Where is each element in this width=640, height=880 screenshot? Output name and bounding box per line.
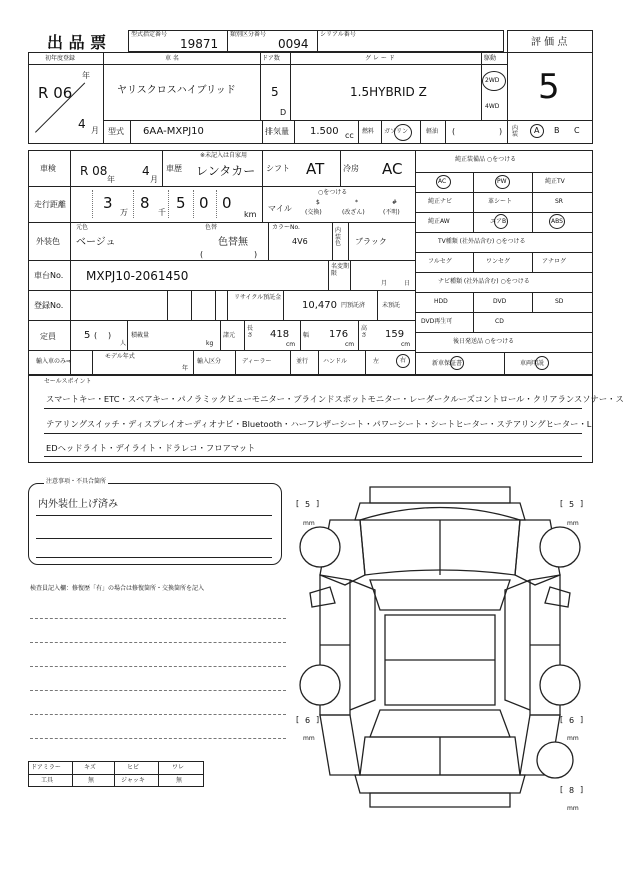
length-value: 418 [270, 329, 290, 340]
tv-oneseg: ワンセグ [486, 258, 511, 265]
width-value: 176 [329, 329, 349, 340]
history-note: ※未記入は自家用 [200, 152, 248, 159]
shift-value: AT [306, 160, 325, 178]
name-change-label: 名変期限 [331, 263, 350, 277]
first-reg-month-unit: 月 [91, 126, 99, 135]
model-year-unit: 年 [182, 365, 189, 372]
fuel-light: 軽油 [426, 128, 439, 135]
legend-crack: ヒビ [127, 764, 140, 771]
tire-fl-unit: mm [303, 520, 315, 527]
ac-value: AC [382, 160, 403, 178]
fuel-label: 燃料 [362, 128, 375, 135]
capacity-value: 5 [84, 330, 91, 341]
equip-navi: 純正ナビ [428, 198, 453, 205]
mileage-man: 万 [120, 208, 128, 217]
nav-title: ナビ種類 (社外品含む) ○をつける [438, 278, 530, 285]
cc-unit: cc [345, 131, 354, 140]
post-manual: 車両明説 [520, 360, 545, 367]
legend-door-mirror: ドアミラー [31, 764, 61, 771]
capacity-unit: 人 [120, 340, 127, 347]
ac-label: 冷房 [343, 164, 359, 173]
tire-rr-unit: mm [567, 735, 579, 742]
fuel-paren-left: ( [452, 127, 456, 136]
mileage-swap-mark: $ [316, 199, 320, 206]
tire-fl-depth: 5 [305, 500, 311, 509]
mileage-tsukeru: ○をつける [318, 189, 348, 196]
chassis-label: 車台No. [34, 271, 64, 280]
shift-label: シフト [266, 164, 290, 173]
sales-line-1: スマートキー・ETC・スペアキー・パノラミックビューモニター・ブラインドスポットモニター・レーダークルーズコントロール・クリアランスソナー・ス [46, 394, 624, 404]
legend-scratch: キズ [84, 764, 96, 771]
equip-abs: ABS [551, 218, 563, 225]
post-warranty: 新車保証書 [432, 360, 463, 367]
length-cm: cm [286, 341, 296, 348]
drive-4wd: 4WD [485, 103, 500, 110]
category-label: 類別区分番号 [230, 31, 267, 38]
recycle-unit: 円預託済 [341, 302, 366, 309]
cd-label: CD [495, 318, 504, 325]
first-reg-year: R 06 [38, 84, 73, 102]
ext-color-label: 外装色 [36, 237, 60, 246]
model-label: 型式 [108, 127, 124, 136]
nav-sd: SD [555, 298, 564, 305]
equip-ac: AC [438, 178, 447, 185]
mileage-label: 走行距離 [34, 200, 66, 209]
displacement-value: 1.500 [310, 126, 339, 137]
interior-c: C [574, 126, 580, 135]
color-change-label: 色替 [205, 224, 218, 231]
nav-dvd: DVD [493, 298, 507, 305]
drive-2wd: 2WD [485, 77, 500, 84]
car-name-value: ヤリスクロスハイブリッド [117, 85, 236, 96]
serial-label: シリアル番号 [320, 31, 356, 38]
shaken-year-unit: 年 [107, 175, 115, 184]
dvd-label: DVD再生可 [421, 318, 453, 325]
grade-value: 1.5HYBRID Z [350, 85, 427, 99]
tire-spare-depth: 8 [569, 786, 575, 795]
nav-hdd: HDD [434, 298, 448, 305]
fuel-gas: ガソリン [384, 128, 409, 135]
color-paren-left: ( [200, 250, 204, 259]
model-designation-value: 19871 [180, 37, 219, 51]
equip-aw: 純正AW [428, 218, 450, 225]
width-cm: cm [345, 341, 355, 348]
tire-fr-unit: mm [567, 520, 579, 527]
capacity-paren-right: ) [108, 331, 112, 340]
height-cm: cm [401, 341, 411, 348]
model-year-label: モデル年式 [105, 353, 135, 360]
legend-tools: 工具 [41, 777, 54, 784]
width-label: 幅 [303, 332, 310, 339]
tire-spare-unit: mm [567, 805, 579, 812]
handle-label: ハンドル [323, 358, 348, 365]
tire-rl-depth: 6 [305, 716, 311, 725]
tv-title: TV種類 (社外品含む) ○をつける [438, 238, 526, 245]
mileage-sen: 千 [158, 208, 166, 217]
interior-a: A [534, 126, 540, 135]
color-change: 色替無 [218, 237, 248, 248]
handle-left: 左 [373, 358, 380, 365]
mileage-digit-2: 8 [140, 194, 150, 212]
mileage-digit-5: 0 [222, 194, 232, 212]
mileage-swap: (交換) [305, 209, 322, 216]
shaken-month-unit: 月 [150, 175, 158, 184]
first-reg-year-unit: 年 [82, 71, 90, 80]
mileage-unknown: (不明) [383, 209, 400, 216]
displacement-label: 排気量 [265, 127, 289, 136]
inspector-label: 検査員記入欄：修復歴「有」の場合は修復箇所・交換箇所を記入 [30, 585, 205, 592]
capacity-label: 定員 [40, 332, 56, 341]
shaken-month: 4 [142, 164, 150, 178]
sales-line-2: テアリングスイッチ・ディスプレイオーディオナビ・Bluetooth・ハーフレザーシート・パワーシート・シートヒーター・ステアリングヒーター・L [46, 419, 592, 429]
car-name-label: 車 名 [165, 55, 179, 62]
interior-label: 内装 [512, 125, 519, 138]
legend-tools-value: 無 [88, 777, 95, 784]
load-kg: kg [206, 340, 214, 347]
color-paren-right: ) [254, 250, 258, 259]
mileage-digit-3: 5 [176, 194, 186, 212]
sales-label: セールスポイント [44, 378, 92, 385]
orig-color-label: 元色 [76, 224, 89, 231]
color-no: 4V6 [292, 237, 308, 246]
doors-label: ドア数 [262, 55, 280, 62]
sheet-title: 出 品 票 [47, 33, 107, 52]
sales-line-3: EDヘッドライト・デイライト・ドラレコ・フロアマット [46, 443, 256, 453]
category-value: 0094 [278, 37, 309, 51]
load-label: 積載量 [131, 332, 150, 339]
int-color: ブラック [355, 237, 387, 246]
first-reg-label: 初年度登録 [45, 55, 76, 62]
recycle-value: 10,470 [302, 300, 337, 311]
name-change-day: 日 [404, 280, 411, 287]
equip-airbag: エアB [490, 218, 507, 225]
history-value: レンタカー [196, 164, 256, 178]
height-label: 高さ [361, 325, 368, 339]
grade-label: グ レ ー ド [365, 55, 395, 62]
import-cat-label: 輸入区分 [197, 358, 222, 365]
shaken-year: R 08 [80, 164, 108, 178]
equip-pw: PW [497, 178, 507, 185]
tv-fullseg: フルセグ [428, 258, 452, 265]
history-label: 車歴 [166, 164, 182, 173]
length-label: 長さ [247, 325, 254, 339]
notes-box [28, 483, 282, 565]
equip-leather: 革シート [488, 198, 513, 205]
first-reg-month: 4 [78, 117, 86, 131]
doors-value: 5 [271, 85, 279, 99]
int-color-label: 内装色 [335, 227, 342, 248]
orig-color: ベージュ [76, 237, 116, 248]
import-label: 輸入車のみ⇒ [36, 358, 72, 365]
legend-jack-value: 無 [176, 777, 183, 784]
legend-break: ワレ [172, 764, 185, 771]
model-value: 6AA-MXPJ10 [143, 126, 204, 137]
rating-value: 5 [538, 67, 560, 107]
notes-label: 注意事項・不具合箇所 [46, 478, 107, 485]
tire-rl-unit: mm [303, 735, 315, 742]
tv-analog: アナログ [542, 258, 567, 265]
reg-no-label: 登録No. [34, 301, 64, 310]
tire-rr-depth: 6 [569, 716, 575, 725]
capacity-paren-left: ( [94, 331, 98, 340]
car-diagram [290, 475, 600, 820]
equipment-title: 純正装備品 ○をつける [455, 156, 517, 163]
dims-label: 諸元 [223, 332, 236, 339]
fuel-paren-right: ) [499, 127, 503, 136]
chassis-value: MXPJ10-2061450 [86, 269, 189, 283]
mileage-altered-mark: * [355, 199, 358, 206]
recycle-label: リサイクル預託金 [234, 294, 282, 301]
drive-label: 駆動 [484, 55, 497, 62]
handle-right: 右 [400, 357, 407, 364]
interior-b: B [554, 126, 560, 135]
notes-text: 内外装仕上げ済み [38, 499, 118, 510]
post-title: 後日発送品 ○をつける [453, 338, 515, 345]
rating-label: 評 価 点 [531, 37, 568, 48]
mileage-digit-1: 3 [103, 194, 113, 212]
doors-suffix: D [280, 108, 287, 117]
legend-jack: ジャッキ [121, 777, 145, 784]
shaken-label: 車検 [40, 164, 56, 173]
height-value: 159 [385, 329, 405, 340]
mileage-digit-4: 0 [199, 194, 209, 212]
mileage-unknown-mark: # [392, 199, 398, 206]
color-no-label: カラーNo. [272, 224, 300, 231]
equip-sr: SR [555, 198, 563, 205]
mileage-mile: マイル [268, 204, 292, 213]
import-dealer: ディーラー [242, 358, 272, 365]
mileage-km: km [244, 210, 257, 219]
recycle-status: 未預託 [382, 302, 401, 309]
fuel-gas-circle [394, 124, 412, 141]
name-change-month: 月 [381, 280, 388, 287]
mileage-altered: (改ざん) [342, 209, 365, 216]
import-parallel: 並行 [296, 358, 309, 365]
equip-tv: 純正TV [545, 178, 565, 185]
tire-fr-depth: 5 [569, 500, 575, 509]
model-designation-label: 型式指定番号 [131, 31, 168, 38]
